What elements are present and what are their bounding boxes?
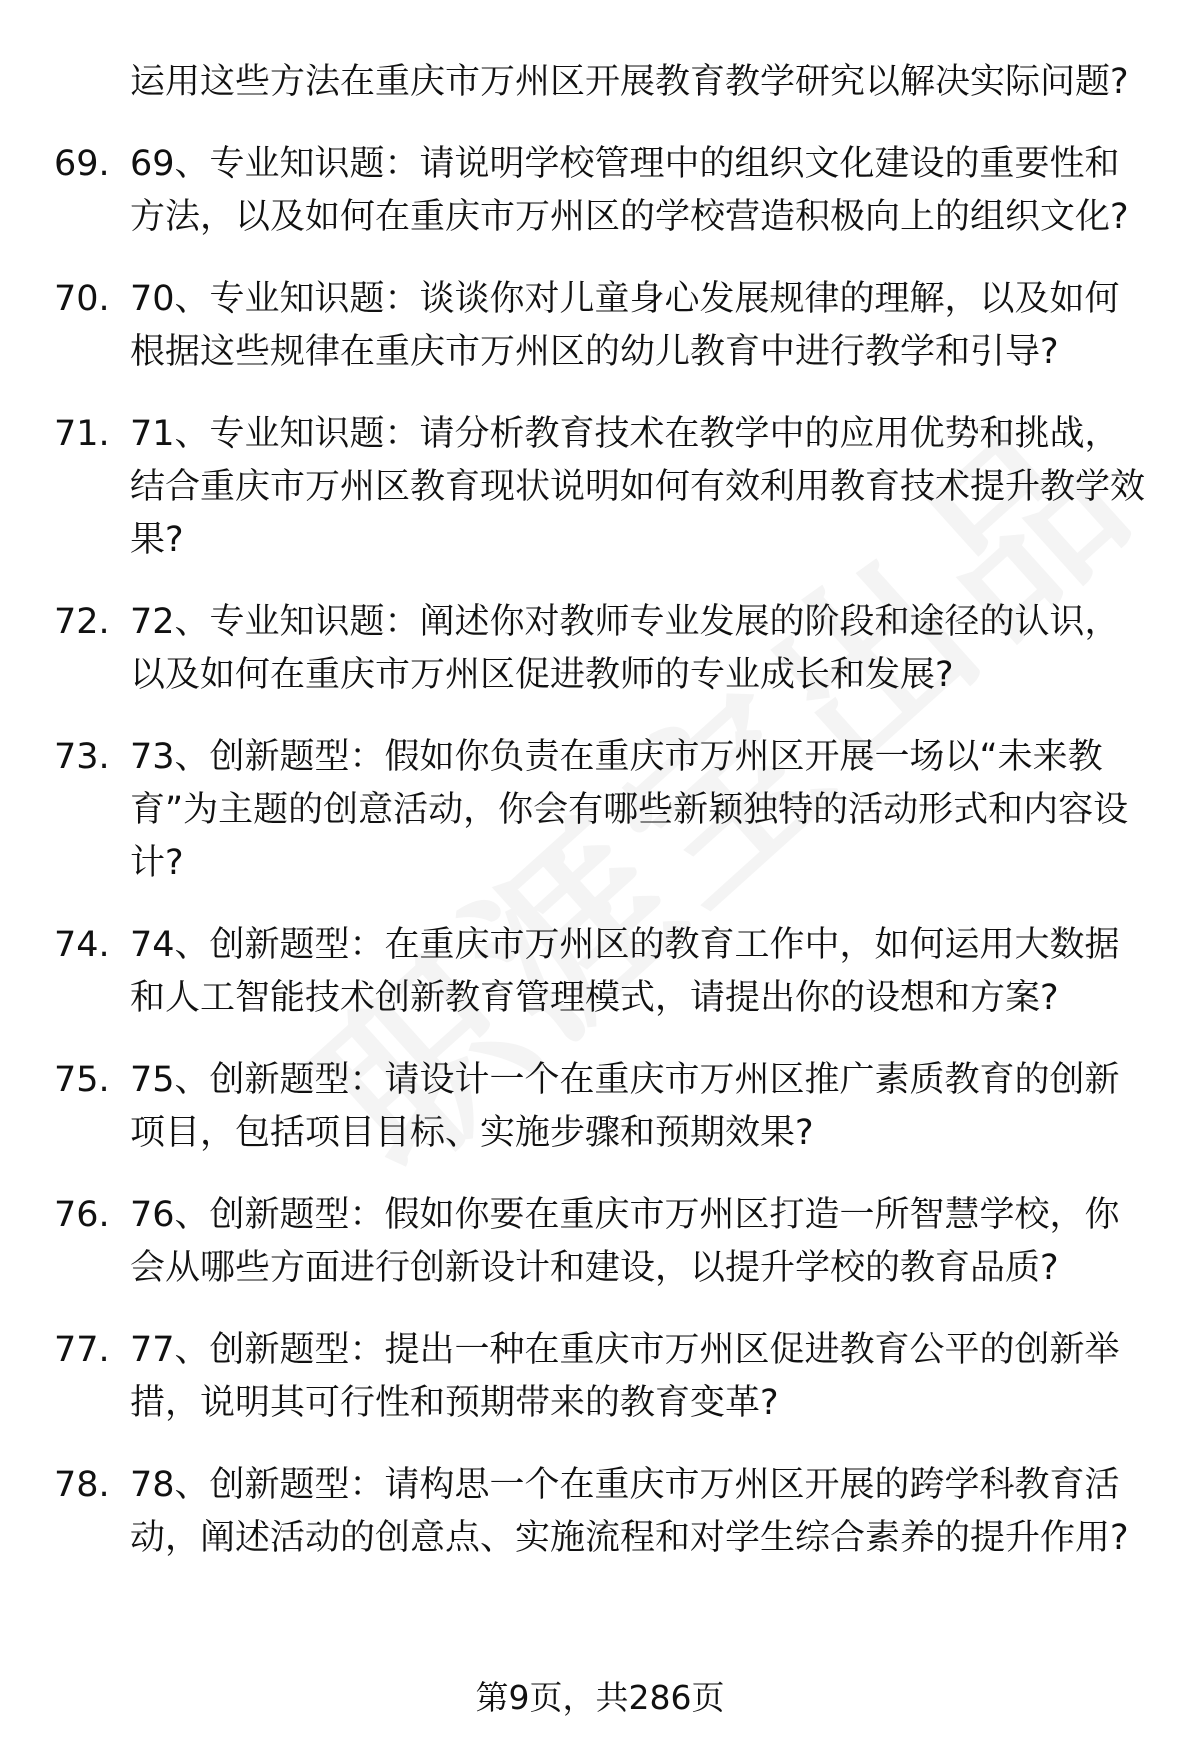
continuation-text: 运用这些方法在重庆市万州区开展教育教学研究以解决实际问题?: [130, 62, 1129, 102]
list-item: [0, 1459, 1200, 1565]
item-text: 74、创新题型：在重庆市万州区的教育工作中，如何运用大数据和人工智能技术创新教育管理模式，请提出你的设想和方案?: [130, 925, 1120, 1018]
item-number: 75.: [54, 1060, 110, 1100]
list-item: [0, 408, 1200, 567]
list-item: [0, 1189, 1200, 1295]
item-number: 71.: [54, 414, 110, 454]
list-item: [0, 919, 1200, 1025]
item-text: 70、专业知识题：谈谈你对儿童身心发展规律的理解，以及如何根据这些规律在重庆市万州区的幼儿教育中进行教学和引导?: [130, 279, 1120, 372]
item-number: 76.: [54, 1195, 110, 1235]
item-number: 74.: [54, 925, 110, 965]
item-text: 71、专业知识题：请分析教育技术在教学中的应用优势和挑战，结合重庆市万州区教育现状说明如何有效利用教育技术提升教学效果?: [130, 414, 1146, 560]
list-item: [0, 1054, 1200, 1160]
item-number: 72.: [54, 602, 110, 642]
item-number: 69.: [54, 144, 110, 184]
item-text: 72、专业知识题：阐述你对教师专业发展的阶段和途径的认识，以及如何在重庆市万州区促进教师的专业成长和发展?: [130, 602, 1120, 695]
item-number: 78.: [54, 1465, 110, 1505]
item-text: 75、创新题型：请设计一个在重庆市万州区推广素质教育的创新项目，包括项目目标、实施步骤和预期效果?: [130, 1060, 1120, 1153]
item-number: 70.: [54, 279, 110, 319]
list-item: [0, 596, 1200, 702]
list-item: [0, 273, 1200, 379]
item-number: 73.: [54, 737, 110, 777]
document-body: [0, 56, 1200, 1594]
list-item: [0, 1324, 1200, 1430]
item-text: 77、创新题型：提出一种在重庆市万州区促进教育公平的创新举措，说明其可行性和预期带来的教育变革?: [130, 1330, 1120, 1423]
item-text: 73、创新题型：假如你负责在重庆市万州区开展一场以“未来教育”为主题的创意活动，你会有哪些新颖独特的活动形式和内容设计?: [130, 737, 1129, 883]
item-text: 78、创新题型：请构思一个在重庆市万州区开展的跨学科教育活动，阐述活动的创意点、实施流程和对学生综合素养的提升作用?: [130, 1465, 1129, 1558]
item-text: 76、创新题型：假如你要在重庆市万州区打造一所智慧学校，你会从哪些方面进行创新设计和建设，以提升学校的教育品质?: [130, 1195, 1120, 1288]
item-text: 69、专业知识题：请说明学校管理中的组织文化建设的重要性和方法，以及如何在重庆市万州区的学校营造积极向上的组织文化?: [130, 144, 1129, 237]
item-number: 77.: [54, 1330, 110, 1370]
page-footer: 第9页，共286页: [475, 1678, 725, 1717]
list-item: [0, 138, 1200, 244]
list-item: [0, 731, 1200, 890]
